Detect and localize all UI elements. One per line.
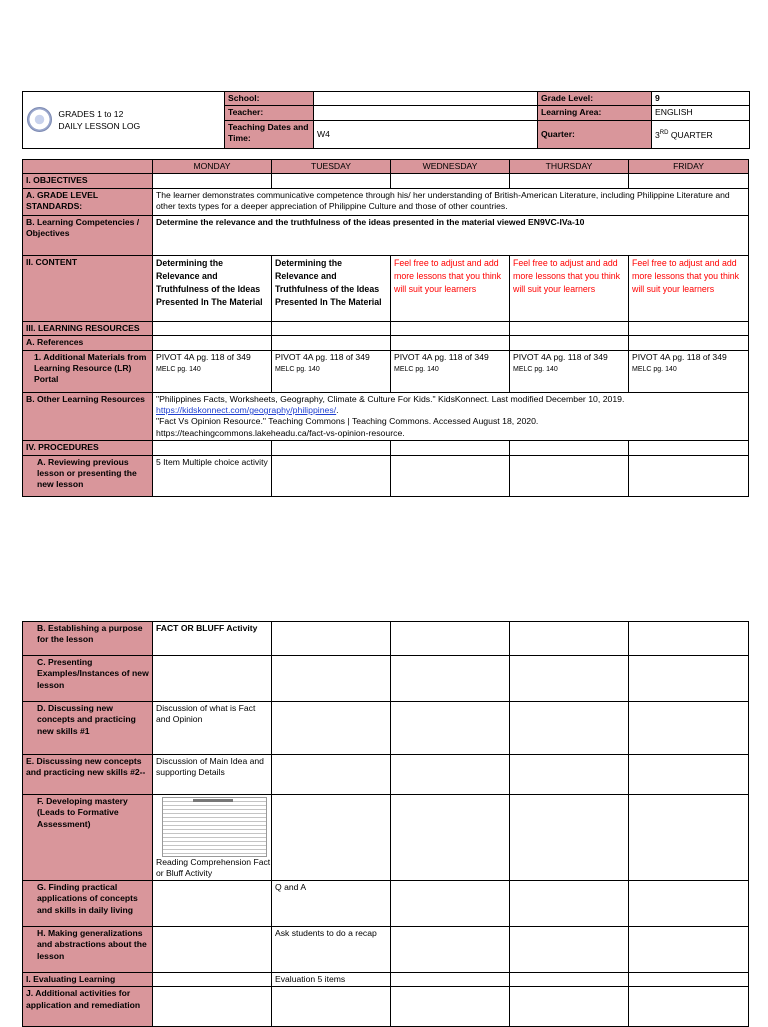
header-table <box>22 91 750 149</box>
grade-standards-text: The learner demonstrates communicative competence through his/ her understanding of British-American Literature, including Philippine Literature and other texts types for a deeper appreciation of Philippine Culture and those of other countries. <box>153 188 749 215</box>
teacher-label: Teacher: <box>225 106 314 120</box>
learning-area-label: Learning Area: <box>538 106 652 120</box>
learning-area-value: ENGLISH <box>652 106 750 120</box>
content-wednesday: Feel free to adjust and add more lessons that you think will suit your learners <box>391 255 510 321</box>
review-monday: 5 Item Multiple choice activity <box>153 455 272 496</box>
additional-materials-label: 1. Additional Materials from Learning Resource (LR) Portal <box>23 350 153 392</box>
quarter-value: 3RD QUARTER <box>652 120 750 148</box>
discussing2-monday: Discussion of Main Idea and supporting Details <box>153 755 272 795</box>
learning-resources-heading: III. LEARNING RESOURCES <box>23 321 153 335</box>
day-header-thursday: THURSDAY <box>510 160 629 174</box>
competencies-label: B. Learning Competencies / Objectives <box>23 215 153 255</box>
deped-seal-icon <box>27 107 52 132</box>
day-header-tuesday: TUESDAY <box>272 160 391 174</box>
other-resources-label: B. Other Learning Resources <box>23 392 153 441</box>
references-label: A. References <box>23 336 153 350</box>
mastery-monday <box>153 795 272 881</box>
practical-applications-label: G. Finding practical applications of concepts and skills in daily living <box>23 881 153 927</box>
worksheet-thumbnail <box>162 797 267 857</box>
content-monday: Determining the Relevance and Truthfulness of the Ideas Presented In The Material <box>153 255 272 321</box>
content-heading: II. CONTENT <box>23 255 153 321</box>
procedures-table <box>22 621 749 1027</box>
materials-friday: PIVOT 4A pg. 118 of 349 MELC pg. 140 <box>629 350 749 392</box>
school-value <box>314 92 538 106</box>
discussing1-monday: Discussion of what is Fact and Opinion <box>153 702 272 755</box>
purpose-monday: FACT OR BLUFF Activity <box>153 622 272 656</box>
lesson-table <box>22 159 749 497</box>
other-resources-text: "Philippines Facts, Worksheets, Geography, Climate & Culture For Kids." KidsKonnect. Last modified December 10, 2019. https://kidskonnect.com/geography/philippines/. "Fact Vs Opinion Resource." Teaching Commons | Teaching Commons. Accessed August 18, 2020. https://teachingcommons.lakeheadu.ca/fact-vs-opinion-resource. <box>153 392 749 441</box>
content-thursday: Feel free to adjust and add more lessons that you think will suit your learners <box>510 255 629 321</box>
generalizations-tuesday: Ask students to do a recap <box>272 927 391 973</box>
grade-level-value: 9 <box>652 92 750 106</box>
grade-standards-label: A. GRADE LEVEL STANDARDS: <box>23 188 153 215</box>
school-label: School: <box>225 92 314 106</box>
materials-tuesday: PIVOT 4A pg. 118 of 349 MELC pg. 140 <box>272 350 391 392</box>
developing-mastery-label: F. Developing mastery (Leads to Formative Assessment) <box>23 795 153 881</box>
content-tuesday: Determining the Relevance and Truthfulness of the Ideas Presented In The Material <box>272 255 391 321</box>
teaching-dates-label: Teaching Dates and Time: <box>225 120 314 148</box>
teaching-dates-value: W4 <box>314 120 538 148</box>
kidskonnect-link[interactable]: https://kidskonnect.com/geography/philippines/ <box>156 405 337 416</box>
day-header-wednesday: WEDNESDAY <box>391 160 510 174</box>
grade-level-label: Grade Level: <box>538 92 652 106</box>
evaluating-learning-label: I. Evaluating Learning <box>23 973 153 987</box>
materials-wednesday: PIVOT 4A pg. 118 of 349 MELC pg. 140 <box>391 350 510 392</box>
competencies-text: Determine the relevance and the truthfulness of the ideas presented in the material viewed EN9VC-IVa-10 <box>153 215 749 255</box>
objectives-heading: I. OBJECTIVES <box>23 174 153 188</box>
materials-thursday: PIVOT 4A pg. 118 of 349 MELC pg. 140 <box>510 350 629 392</box>
practical-tuesday: Q and A <box>272 881 391 927</box>
discussing-concepts-2-label: E. Discussing new concepts and practicing new skills #2-- <box>23 755 153 795</box>
evaluating-tuesday: Evaluation 5 items <box>272 973 391 987</box>
mastery-monday-text: Reading Comprehension Fact or Bluff Activity <box>156 857 271 879</box>
materials-monday: PIVOT 4A pg. 118 of 349 MELC pg. 140 <box>153 350 272 392</box>
day-header-friday: FRIDAY <box>629 160 749 174</box>
logo-line2: DAILY LESSON LOG <box>58 120 141 131</box>
quarter-label: Quarter: <box>538 120 652 148</box>
purpose-label: B. Establishing a purpose for the lesson <box>23 622 153 656</box>
generalizations-label: H. Making generalizations and abstractions about the lesson <box>23 927 153 973</box>
teacher-value <box>314 106 538 120</box>
procedures-heading: IV. PROCEDURES <box>23 441 153 455</box>
day-header-monday: MONDAY <box>153 160 272 174</box>
discussing-concepts-1-label: D. Discussing new concepts and practicing new skills #1 <box>23 702 153 755</box>
presenting-examples-label: C. Presenting Examples/Instances of new lesson <box>23 656 153 702</box>
deped-logo-block <box>23 92 225 149</box>
content-friday: Feel free to adjust and add more lessons that you think will suit your learners <box>629 255 749 321</box>
additional-activities-label: J. Additional activities for application and remediation <box>23 987 153 1027</box>
reviewing-lesson-label: A. Reviewing previous lesson or presenting the new lesson <box>23 455 153 496</box>
logo-line1: GRADES 1 to 12 <box>58 108 124 119</box>
